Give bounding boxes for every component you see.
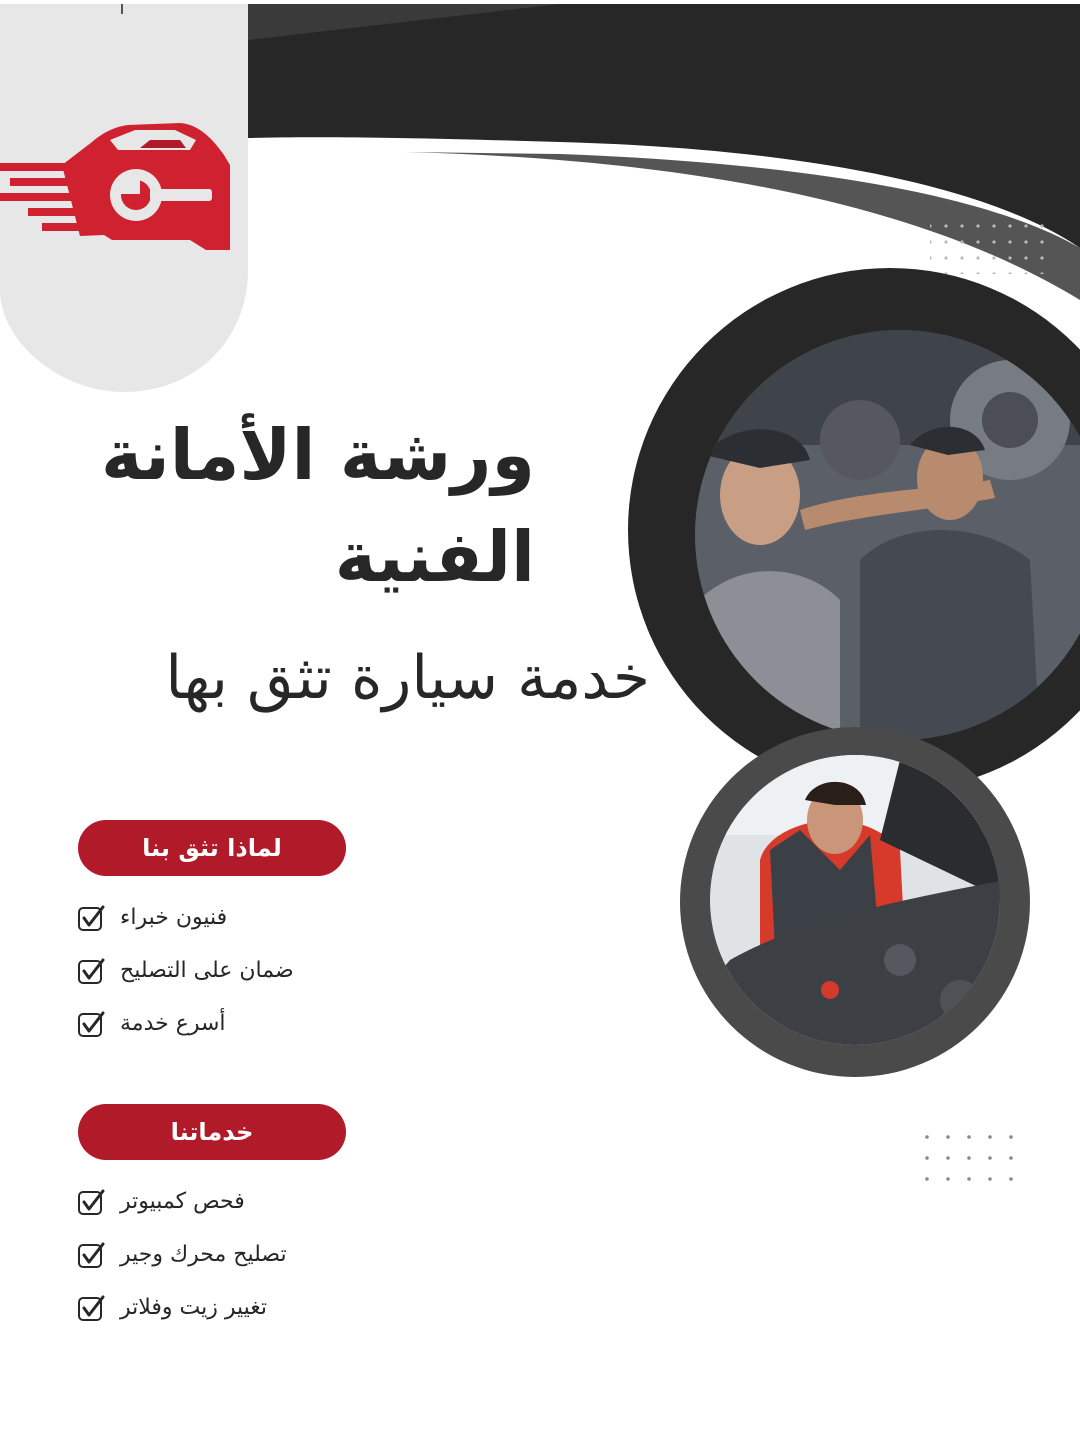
why-us-item [78,1006,226,1040]
checkbox-check-icon [78,1294,104,1320]
page-title-line-2: الفنية [334,516,535,598]
checkbox-check-icon [78,904,104,930]
checkbox-check-icon [78,957,104,983]
why-us-item [78,900,227,934]
service-item-label: تصليح محرك وجير [120,1241,287,1267]
service-item [78,1184,245,1218]
page-title-line-1: ورشة الأمانة [101,414,535,496]
mechanics-under-car-photo [628,268,1080,792]
service-item [78,1237,287,1271]
service-item-label: فحص كمبيوتر [120,1188,245,1214]
checkbox-check-icon [78,1010,104,1036]
dot-pattern-top [930,222,1050,274]
checkbox-check-icon [78,1188,104,1214]
dot-pattern-bottom [920,1130,1025,1184]
tagline: خدمة سيارة تثق بها [165,643,650,713]
service-item-label: تغيير زيت وفلاتر [120,1294,268,1320]
service-item [78,1290,267,1324]
services-heading-badge: خدماتنا [78,1104,346,1160]
why-us-heading-badge: لماذا تثق بنا [78,820,346,876]
why-us-item [78,953,294,987]
mechanic-engine-bay-photo [680,727,1030,1077]
why-us-item-label: فنيون خبراء [120,904,228,930]
why-us-item-label: ضمان على التصليح [120,957,294,983]
checkbox-check-icon [78,1241,104,1267]
why-us-item-label: أسرع خدمة [120,1010,226,1036]
